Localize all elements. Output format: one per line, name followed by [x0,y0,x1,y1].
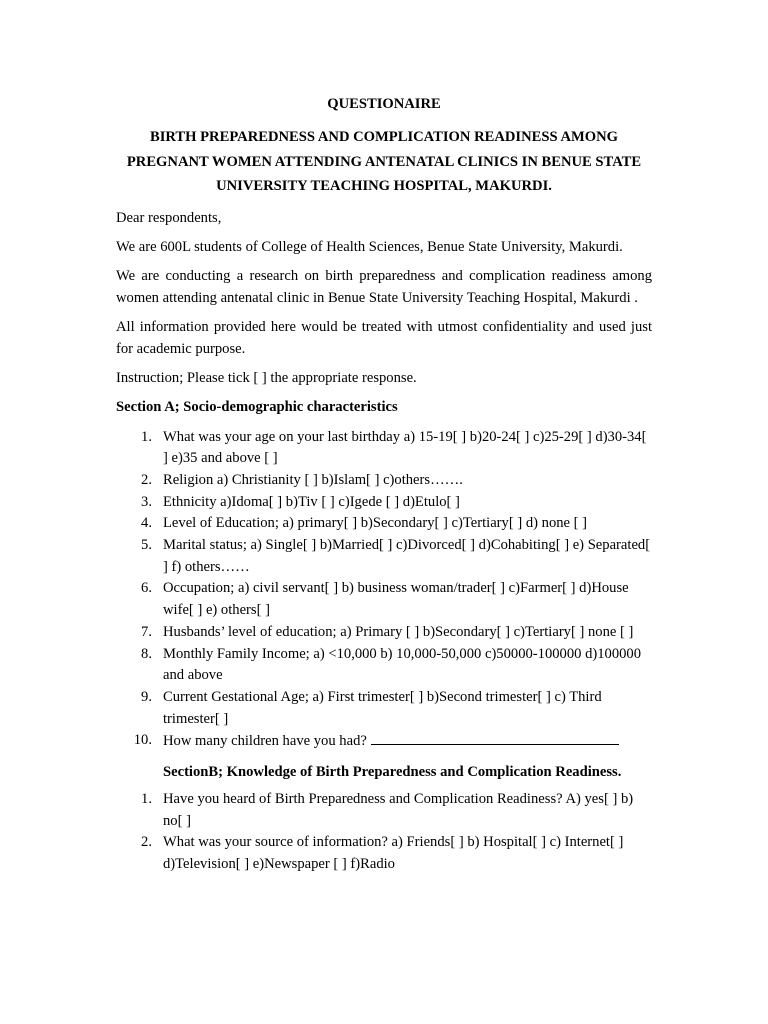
list-item: 1. Have you heard of Birth Preparedness and Complication Readiness? A) yes[ ] b) no[ ] [141,791,634,829]
document-subtitle: BIRTH PREPAREDNESS AND COMPLICATION READINESS AMONG PREGNANT WOMEN ATTENDING ANTENATAL CLINICS IN BENUE STATE UNIVERSITY TEACHING HOSPITAL, MAKURDI. [126,129,642,194]
section-b-heading: SectionB; Knowledge of Birth Preparedness and Complication Readiness. [163,764,622,781]
research-paragraph: We are conducting a research on birth preparedness and complication readiness among women attending antenatal clinic in Benue State University Teaching Hospital, Makurdi . [116,267,652,306]
document-page [116,93,652,884]
list-item: 1. What was your age on your last birthday a) 15-19[ ] b)20-24[ ] c)25-29[ ] d)30-34[ ] e)35 and above [ ] [141,428,647,467]
section-b-list [116,789,652,876]
list-item: 2. What was your source of information? a) Friends[ ] b) Hospital[ ] c) Internet[ ] d)Television[ ] e)Newspaper [ ] f)Radio [141,834,624,873]
salutation: Dear respondents, [116,209,222,226]
list-item: 3. Ethnicity a)Idoma[ ] b)Tiv [ ] c)Igede [ ] d)Etulo[ ] [141,493,460,510]
confidentiality-paragraph: All information provided here would be treated with utmost confidentiality and used just for academic purpose. [116,318,652,357]
list-item: 7. Husbands’ level of education; a) Primary [ ] b)Secondary[ ] c)Tertiary[ ] none [ ] [141,623,634,640]
list-item: 8. Monthly Family Income; a) <10,000 b) 10,000-50,000 c)50000-100000 d)100000 and above [141,645,642,684]
list-item: 9. Current Gestational Age; a) First trimester[ ] b)Second trimester[ ] c) Third trimester[ ] [141,688,602,727]
list-item: 6. Occupation; a) civil servant[ ] b) business woman/trader[ ] c)Farmer[ ] d)House wife[ ] e) others[ ] [141,580,629,619]
section-a-list [116,427,652,754]
instruction-text: Instruction; Please tick [ ] the appropriate response. [116,369,417,386]
document-title: QUESTIONAIRE [327,96,441,112]
list-item: 5. Marital status; a) Single[ ] b)Married[ ] c)Divorced[ ] d)Cohabiting[ ] e) Separated[ ] f) others…… [141,537,651,575]
section-a-heading: Section A; Socio-demographic characteristics [116,398,398,415]
intro-paragraph: We are 600L students of College of Health Sciences, Benue State University, Makurdi. [116,238,623,255]
list-item: 10. How many children have you had? [116,730,652,753]
answer-blank-line[interactable] [371,730,619,745]
list-item: 4. Level of Education; a) primary[ ] b)Secondary[ ] c)Tertiary[ ] d) none [ ] [141,515,588,532]
list-item: 2. Religion a) Christianity [ ] b)Islam[ ] c)others……. [141,471,463,488]
